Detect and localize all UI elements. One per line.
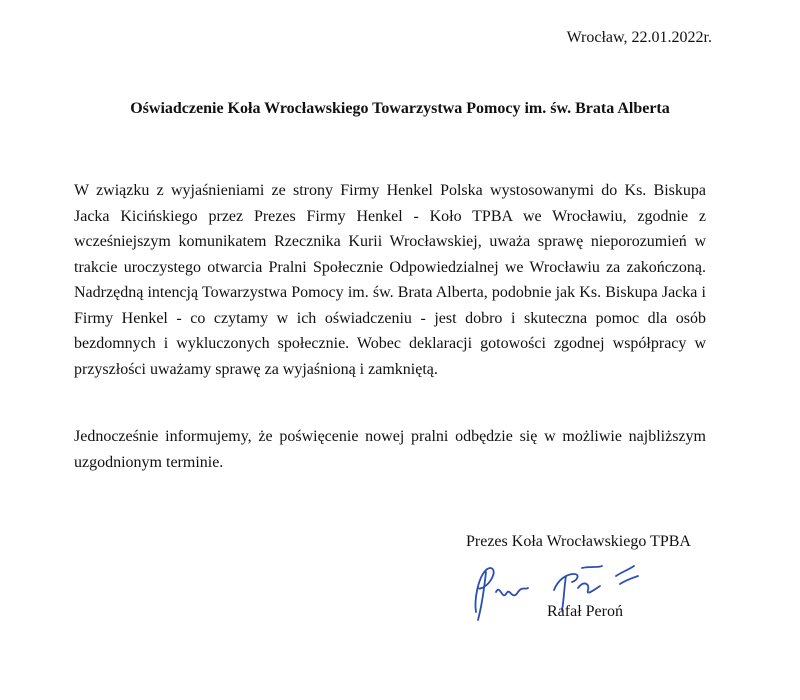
document-title: Oświadczenie Koła Wrocławskiego Towarzystwa Pomocy im. św. Brata Alberta	[130, 100, 670, 117]
date-line: Wrocław, 22.01.2022r.	[566, 29, 712, 46]
signatory-name: Rafał Peroń	[547, 603, 623, 620]
body-paragraph-1: W związku z wyjaśnieniami ze strony Firmy Henkel Polska wystosowanymi do Ks. Biskupa Jacka Kicińskiego przez Prezes Firmy Henkel - Koło TPBA we Wrocławiu, zgodnie z wcześniejszym komunikatem Rzecznika Kurii Wrocławskiej, uważa sprawę nieporozumień w trakcie uroczystego otwarcia Pralni Społecznie Odpowiedzialnej we Wrocławiu za zakończoną. Nadrzędną intencją Towarzystwa Pomocy im. św. Brata Alberta, podobnie jak Ks. Biskupa Jacka i Firmy Henkel - co czytamy w ich oświadczeniu - jest dobro i skuteczna pomoc dla osób bezdomnych i wykluczonych społecznie. Wobec deklaracji gotowości zgodnej współpracy w przyszłości uważamy sprawę za wyjaśnioną i zamkniętą.	[74, 182, 706, 378]
signatory-title: Prezes Koła Wrocławskiego TPBA	[466, 533, 691, 550]
body-paragraph-2: Jednocześnie informujemy, że poświęcenie nowej pralni odbędzie się w możliwie najbliższym uzgodnionym terminie.	[74, 428, 706, 471]
